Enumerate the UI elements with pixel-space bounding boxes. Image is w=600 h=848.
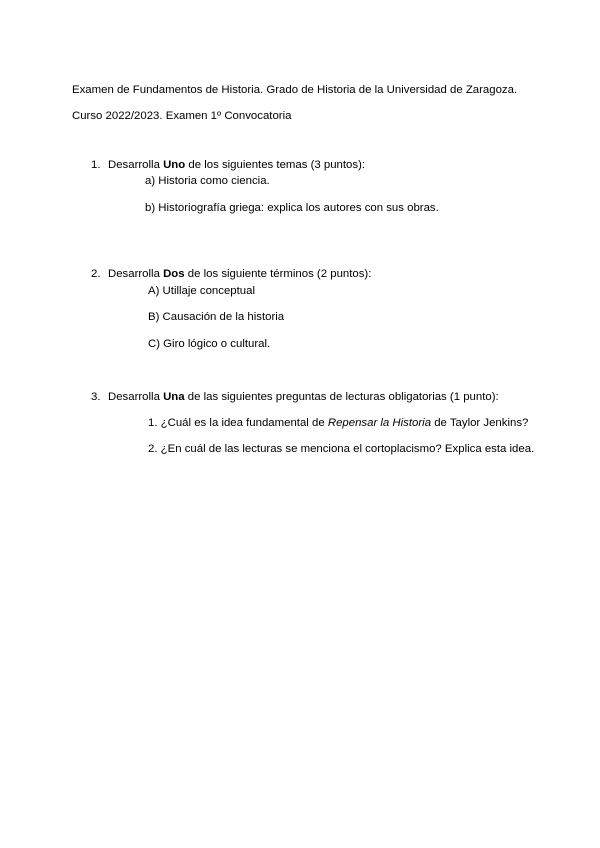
exam-course-line: Curso 2022/2023. Examen 1º Convocatoria <box>72 110 292 122</box>
exam-title: Examen de Fundamentos de Historia. Grado de Historia de la Universidad de Zaragoza. <box>72 84 518 96</box>
question-3-book-title: Repensar la Historia <box>327 417 432 429</box>
question-2-text <box>108 269 371 280</box>
question-3-text <box>108 392 499 403</box>
question-2-emphasis: Dos <box>163 268 185 280</box>
question-2-option-c: C) Giro lógico o cultural. <box>148 338 271 350</box>
question-3-number: 3. <box>91 391 101 403</box>
question-2-option-b: B) Causación de la historia <box>148 311 285 323</box>
question-3-option-1-post: de Taylor Jenkins? <box>431 417 529 429</box>
question-3-option-2: 2. ¿En cuál de las lecturas se menciona el cortoplacismo? Explica esta idea. <box>148 443 535 455</box>
question-3-prefix: Desarrolla <box>108 391 164 403</box>
question-3-emphasis: Una <box>163 391 185 403</box>
question-2-number: 2. <box>91 268 101 280</box>
question-2-prefix: Desarrolla <box>108 268 164 280</box>
question-1-prefix: Desarrolla <box>108 159 164 171</box>
question-1-emphasis: Uno <box>163 159 186 171</box>
question-1-suffix: de los siguientes temas (3 puntos): <box>185 159 366 171</box>
question-1-text <box>108 160 365 171</box>
question-1-option-b: b) Historiografía griega: explica los autores con sus obras. <box>145 202 439 214</box>
question-1-option-a: a) Historia como ciencia. <box>145 175 270 187</box>
question-1-number: 1. <box>91 159 101 171</box>
question-3-option-1-pre: 1. ¿Cuál es la idea fundamental de <box>148 417 328 429</box>
question-3-suffix: de las siguientes preguntas de lecturas obligatorias (1 punto): <box>184 391 499 403</box>
question-2-suffix: de los siguiente términos (2 puntos): <box>184 268 372 280</box>
question-2-option-a: A) Utillaje conceptual <box>148 285 255 297</box>
question-3-option-1 <box>148 418 528 429</box>
